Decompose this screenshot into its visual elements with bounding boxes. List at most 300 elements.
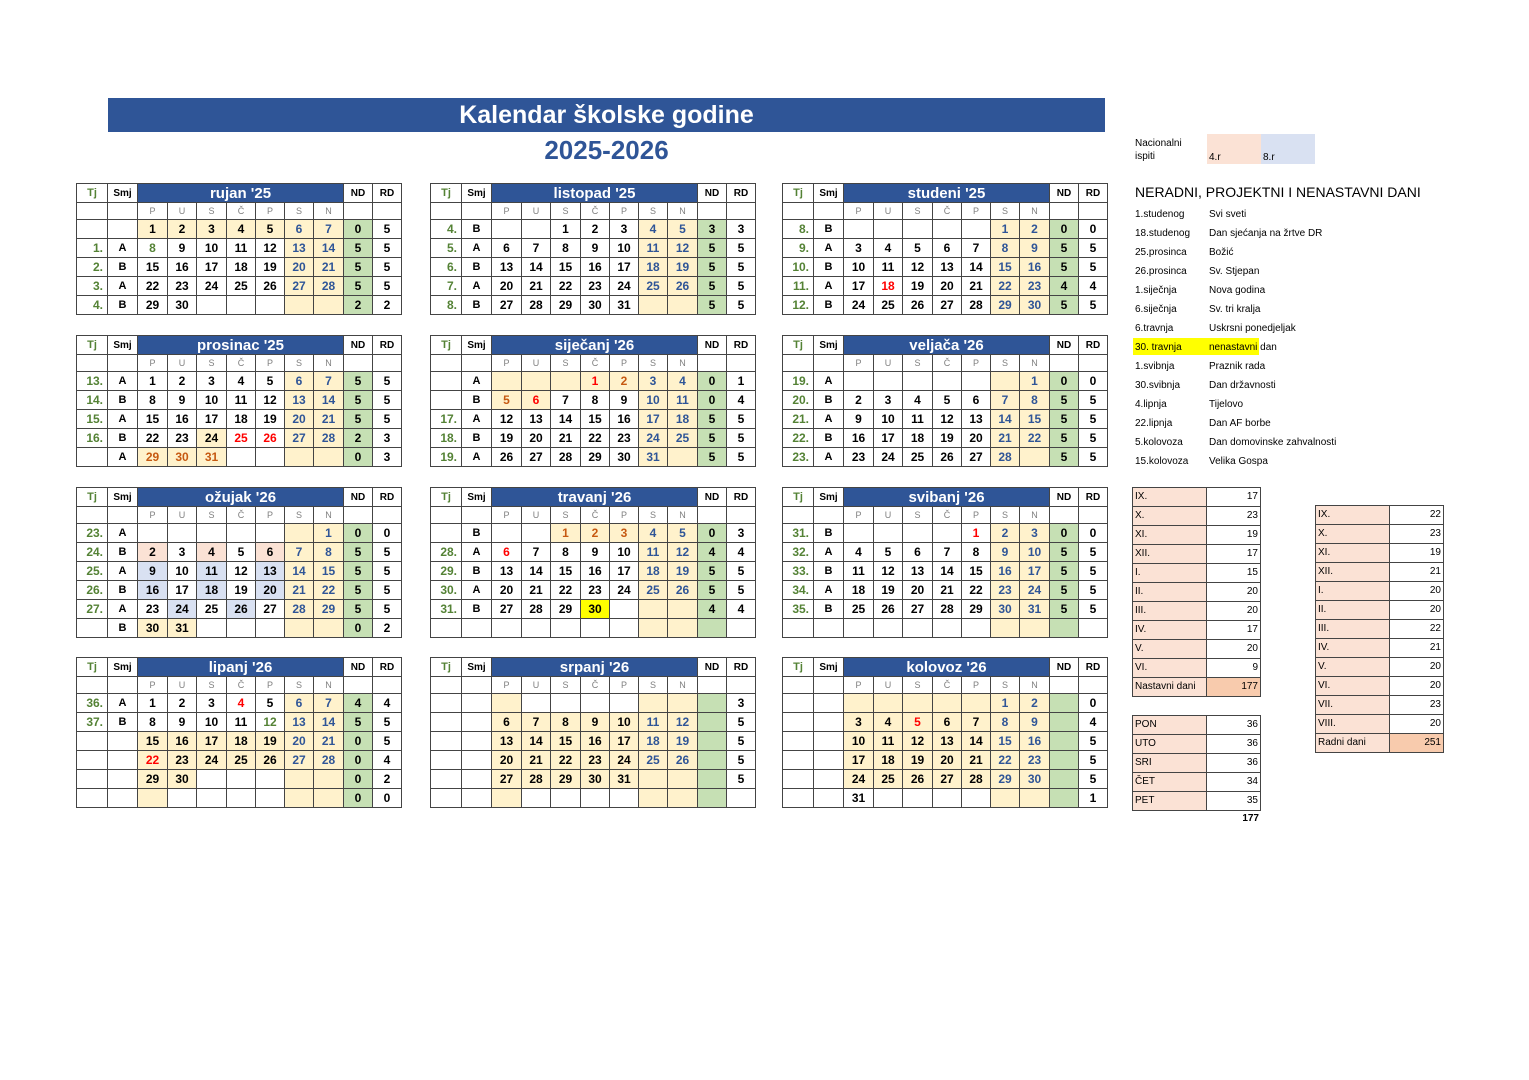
day-cell: [962, 220, 991, 239]
day-cell: 24: [610, 751, 639, 770]
holiday-name: Nova godina: [1209, 285, 1266, 296]
day-name: S: [285, 507, 314, 524]
day-cell: 7: [962, 239, 991, 258]
day-cell: 19: [227, 581, 256, 600]
day-cell: 22: [1020, 429, 1050, 448]
day-cell: 21: [285, 581, 314, 600]
day-cell: [844, 694, 874, 713]
day-cell: 7: [991, 391, 1020, 410]
day-cell: 5: [256, 694, 285, 713]
day-cell: 25: [227, 277, 256, 296]
week-number: 33.: [783, 562, 814, 581]
day-cell: 24: [197, 277, 227, 296]
rd-count: 5: [373, 600, 402, 619]
day-cell: 29: [581, 448, 610, 467]
day-cell: 6: [933, 713, 962, 732]
day-cell: 9: [991, 543, 1020, 562]
day-cell: 26: [668, 277, 698, 296]
day-name: U: [522, 677, 551, 694]
week-number: [431, 732, 462, 751]
day-cell: [197, 296, 227, 315]
rd-count: 4: [373, 751, 402, 770]
shift: B: [462, 220, 492, 239]
stat-label: I.: [1133, 564, 1207, 583]
day-cell: 15: [551, 732, 581, 751]
day-cell: 15: [962, 562, 991, 581]
day-cell: 26: [256, 429, 285, 448]
day-cell: 21: [522, 277, 551, 296]
day-name: N: [314, 677, 344, 694]
day-cell: 24: [639, 429, 668, 448]
day-cell: 1: [581, 372, 610, 391]
day-cell: 25: [874, 770, 903, 789]
stat-label: X.: [1133, 507, 1207, 526]
holiday-date: 1.svibnja: [1135, 361, 1175, 372]
day-cell: 16: [1020, 258, 1050, 277]
day-cell: 12: [227, 562, 256, 581]
day-cell: [933, 372, 962, 391]
weekdays-total: 177: [1242, 813, 1259, 824]
day-name: N: [668, 203, 698, 220]
day-name: N: [1020, 677, 1050, 694]
day-cell: 19: [668, 732, 698, 751]
day-name: U: [168, 203, 197, 220]
nd-count: 5: [344, 581, 373, 600]
shift: B: [814, 220, 844, 239]
month-name: travanj '26: [492, 488, 698, 507]
blank-cell: [783, 507, 814, 524]
day-cell: 26: [668, 751, 698, 770]
nd-count: 5: [344, 600, 373, 619]
week-number: [77, 770, 108, 789]
nd-count: 0: [344, 770, 373, 789]
day-cell: 9: [581, 543, 610, 562]
week-row: [783, 751, 1108, 770]
day-cell: [227, 770, 256, 789]
day-name: P: [492, 203, 522, 220]
day-cell: [668, 694, 698, 713]
month-table: [430, 487, 756, 638]
day-cell: [314, 448, 344, 467]
day-cell: [522, 789, 551, 808]
day-cell: [227, 524, 256, 543]
day-cell: 21: [522, 751, 551, 770]
day-name: P: [962, 355, 991, 372]
day-cell: 26: [668, 581, 698, 600]
day-name: N: [668, 507, 698, 524]
day-name: U: [522, 355, 551, 372]
day-cell: 6: [492, 713, 522, 732]
blank-cell: [431, 355, 462, 372]
day-cell: 24: [610, 581, 639, 600]
day-cell: 19: [874, 581, 903, 600]
rd-header: RD: [373, 184, 402, 203]
day-cell: 3: [610, 524, 639, 543]
day-cell: 20: [256, 581, 285, 600]
nd-count: 0: [1050, 372, 1079, 391]
national-exams-label: Nacionalni ispiti: [1135, 138, 1182, 162]
week-number: [431, 694, 462, 713]
day-cell: 25: [639, 751, 668, 770]
day-cell: 25: [639, 277, 668, 296]
day-cell: 21: [962, 277, 991, 296]
day-cell: 19: [933, 429, 962, 448]
day-cell: 11: [639, 239, 668, 258]
day-cell: 20: [492, 751, 522, 770]
shift: A: [462, 581, 492, 600]
day-name: S: [639, 355, 668, 372]
rd-count: 5: [373, 562, 402, 581]
day-cell: 18: [639, 562, 668, 581]
nd-count: 0: [344, 789, 373, 808]
day-cell: 16: [610, 410, 639, 429]
day-cell: 28: [933, 600, 962, 619]
stat-label: UTO: [1133, 735, 1207, 754]
rd-count: 4: [727, 600, 756, 619]
day-name: P: [844, 677, 874, 694]
week-row: [431, 429, 756, 448]
blank-cell: [431, 507, 462, 524]
day-cell: 7: [933, 543, 962, 562]
week-header: Tj: [431, 336, 462, 355]
day-cell: 4: [197, 543, 227, 562]
day-cell: [314, 619, 344, 638]
day-cell: [227, 448, 256, 467]
rd-header: RD: [727, 336, 756, 355]
blank-cell: [1079, 507, 1108, 524]
day-cell: 20: [492, 581, 522, 600]
day-name: N: [668, 677, 698, 694]
week-row: [783, 600, 1108, 619]
day-cell: 1: [962, 524, 991, 543]
stat-value: 36: [1207, 735, 1261, 754]
nd-header: ND: [344, 488, 373, 507]
day-cell: 1: [314, 524, 344, 543]
day-cell: 5: [256, 220, 285, 239]
day-cell: [492, 694, 522, 713]
blank-cell: [462, 507, 492, 524]
day-cell: 13: [492, 732, 522, 751]
shift: A: [814, 410, 844, 429]
blank-cell: [344, 677, 373, 694]
nd-count: 0: [698, 391, 727, 410]
day-name: S: [197, 677, 227, 694]
day-cell: 17: [639, 410, 668, 429]
week-number: 8.: [431, 296, 462, 315]
day-name: Č: [933, 203, 962, 220]
day-cell: 11: [227, 391, 256, 410]
day-cell: 5: [903, 239, 933, 258]
day-cell: 7: [522, 713, 551, 732]
month-table: [76, 183, 402, 315]
national-exam-4r-swatch: [1207, 134, 1261, 164]
shift: A: [108, 410, 138, 429]
holiday-date: 5.kolovoza: [1135, 437, 1183, 448]
day-cell: 13: [256, 562, 285, 581]
holiday-name: Velika Gospa: [1209, 456, 1268, 467]
national-exam-8r-swatch: [1261, 134, 1315, 164]
nd-count: [1050, 770, 1079, 789]
week-row: [77, 220, 402, 239]
week-row: [431, 296, 756, 315]
day-cell: 15: [314, 562, 344, 581]
blank-cell: [814, 677, 844, 694]
shift-header: Smj: [814, 488, 844, 507]
rd-count: 4: [727, 543, 756, 562]
day-cell: 27: [933, 770, 962, 789]
stat-value: 20: [1207, 602, 1261, 621]
shift: [108, 220, 138, 239]
day-cell: 3: [610, 220, 639, 239]
holiday-date: 1.siječnja: [1135, 285, 1177, 296]
day-cell: 18: [227, 410, 256, 429]
day-cell: [168, 789, 197, 808]
day-cell: 22: [551, 581, 581, 600]
day-cell: 12: [874, 562, 903, 581]
day-cell: 6: [492, 239, 522, 258]
shift: [108, 789, 138, 808]
blank-cell: [108, 355, 138, 372]
day-cell: 13: [522, 410, 551, 429]
day-name: P: [610, 677, 639, 694]
blank-cell: [698, 355, 727, 372]
nd-count: 0: [344, 619, 373, 638]
week-number: 35.: [783, 600, 814, 619]
day-cell: 27: [522, 448, 551, 467]
week-row: [77, 543, 402, 562]
stat-label: II.: [1316, 601, 1390, 620]
week-row: [77, 258, 402, 277]
nd-count: [698, 713, 727, 732]
week-header: Tj: [77, 658, 108, 677]
shift: B: [462, 600, 492, 619]
day-cell: [639, 600, 668, 619]
day-name: U: [168, 355, 197, 372]
day-name: S: [197, 355, 227, 372]
day-cell: [256, 296, 285, 315]
day-cell: 16: [581, 562, 610, 581]
day-name: P: [962, 677, 991, 694]
shift: B: [462, 258, 492, 277]
day-cell: 3: [197, 694, 227, 713]
day-cell: 29: [551, 296, 581, 315]
day-cell: 9: [581, 713, 610, 732]
week-row: [431, 239, 756, 258]
day-cell: 28: [314, 429, 344, 448]
shift: A: [814, 277, 844, 296]
blank-cell: [344, 507, 373, 524]
day-cell: 12: [668, 543, 698, 562]
week-number: 4.: [77, 296, 108, 315]
nd-count: 0: [344, 732, 373, 751]
day-cell: [285, 789, 314, 808]
day-cell: 31: [639, 448, 668, 467]
day-cell: 11: [227, 239, 256, 258]
blank-cell: [783, 355, 814, 372]
day-cell: 21: [314, 410, 344, 429]
rd-header: RD: [1079, 336, 1108, 355]
stat-label: IX.: [1133, 488, 1207, 507]
day-cell: 7: [314, 694, 344, 713]
week-number: [77, 751, 108, 770]
day-cell: 14: [522, 732, 551, 751]
day-cell: 16: [844, 429, 874, 448]
day-cell: 25: [227, 751, 256, 770]
day-cell: 12: [256, 391, 285, 410]
day-cell: 4: [227, 694, 256, 713]
day-cell: 1: [551, 220, 581, 239]
day-cell: [844, 524, 874, 543]
month-table: [430, 335, 756, 467]
day-cell: 17: [197, 258, 227, 277]
day-cell: 20: [285, 258, 314, 277]
shift: [814, 751, 844, 770]
week-row: [77, 732, 402, 751]
stat-label: XI.: [1133, 526, 1207, 545]
day-cell: 18: [903, 429, 933, 448]
day-cell: 16: [168, 258, 197, 277]
day-cell: 2: [1020, 694, 1050, 713]
week-number: 29.: [431, 562, 462, 581]
day-name: S: [551, 677, 581, 694]
rd-count: 5: [1079, 410, 1108, 429]
day-cell: [285, 524, 314, 543]
day-cell: 4: [227, 372, 256, 391]
day-cell: 29: [314, 600, 344, 619]
day-cell: [639, 770, 668, 789]
shift: [814, 619, 844, 638]
shift: B: [814, 562, 844, 581]
weekday-counts-table: [1132, 715, 1261, 811]
stat-label: IV.: [1133, 621, 1207, 640]
day-name: P: [138, 355, 168, 372]
nd-count: 5: [344, 239, 373, 258]
day-cell: 2: [610, 372, 639, 391]
week-row: [431, 410, 756, 429]
day-name: S: [903, 355, 933, 372]
nd-count: 5: [698, 277, 727, 296]
day-cell: 19: [668, 562, 698, 581]
day-cell: 30: [168, 296, 197, 315]
rd-count: 0: [1079, 694, 1108, 713]
rd-count: 5: [1079, 543, 1108, 562]
shift: [814, 789, 844, 808]
day-cell: 28: [522, 600, 551, 619]
day-cell: 16: [581, 258, 610, 277]
blank-cell: [1079, 203, 1108, 220]
week-number: 16.: [77, 429, 108, 448]
holiday-date: 30.svibnja: [1135, 380, 1181, 391]
shift-header: Smj: [108, 488, 138, 507]
day-cell: 9: [581, 239, 610, 258]
week-row: [431, 732, 756, 751]
day-cell: 14: [551, 410, 581, 429]
day-cell: [581, 619, 610, 638]
rd-header: RD: [727, 658, 756, 677]
day-cell: 12: [668, 713, 698, 732]
nd-count: 5: [698, 239, 727, 258]
day-name: P: [610, 203, 639, 220]
shift-header: Smj: [814, 184, 844, 203]
day-cell: [610, 600, 639, 619]
rd-count: 4: [1079, 277, 1108, 296]
week-number: 31.: [783, 524, 814, 543]
blank-cell: [108, 507, 138, 524]
day-cell: 19: [903, 277, 933, 296]
nd-count: 5: [1050, 600, 1079, 619]
day-cell: [492, 789, 522, 808]
rd-count: 5: [373, 410, 402, 429]
nd-count: 0: [344, 220, 373, 239]
day-cell: 7: [551, 391, 581, 410]
day-cell: 12: [256, 239, 285, 258]
shift: [814, 713, 844, 732]
stat-label: Nastavni dani: [1133, 678, 1207, 697]
rd-count: 0: [1079, 220, 1108, 239]
day-cell: [639, 694, 668, 713]
shift: [462, 751, 492, 770]
day-cell: 22: [551, 277, 581, 296]
day-name: N: [1020, 355, 1050, 372]
day-name: S: [903, 203, 933, 220]
day-cell: 13: [285, 391, 314, 410]
day-cell: 29: [551, 770, 581, 789]
nd-count: [1050, 732, 1079, 751]
holiday-name: Praznik rada: [1209, 361, 1266, 372]
week-number: 19.: [783, 372, 814, 391]
rd-count: 5: [727, 429, 756, 448]
day-name: S: [285, 355, 314, 372]
nd-count: 5: [698, 581, 727, 600]
day-cell: [285, 619, 314, 638]
blank-cell: [727, 203, 756, 220]
week-row: [783, 429, 1108, 448]
day-cell: 6: [285, 372, 314, 391]
day-cell: 27: [492, 296, 522, 315]
stat-label: VI.: [1316, 677, 1390, 696]
day-cell: 25: [903, 448, 933, 467]
day-cell: 10: [197, 239, 227, 258]
day-cell: 16: [138, 581, 168, 600]
day-cell: 13: [962, 410, 991, 429]
week-row: [783, 562, 1108, 581]
day-cell: [962, 789, 991, 808]
shift: A: [814, 372, 844, 391]
holiday-date: 30. travnja: [1135, 342, 1182, 353]
shift-header: Smj: [462, 184, 492, 203]
day-cell: 23: [168, 277, 197, 296]
day-cell: 6: [903, 543, 933, 562]
day-cell: [197, 524, 227, 543]
stat-label: XI.: [1316, 544, 1390, 563]
day-cell: 13: [492, 562, 522, 581]
shift: B: [108, 296, 138, 315]
day-cell: [197, 770, 227, 789]
week-row: [431, 562, 756, 581]
day-cell: 10: [844, 258, 874, 277]
day-cell: 1: [991, 220, 1020, 239]
week-header: Tj: [431, 184, 462, 203]
week-header: Tj: [783, 658, 814, 677]
nd-count: [1050, 789, 1079, 808]
week-row: [431, 713, 756, 732]
day-cell: 18: [844, 581, 874, 600]
stat-label: VIII.: [1316, 715, 1390, 734]
day-cell: 20: [933, 751, 962, 770]
stat-value: 20: [1207, 640, 1261, 659]
school-year: 2025-2026: [544, 135, 669, 165]
holiday-name: Dan sjećanja na žrtve DR: [1209, 228, 1323, 239]
